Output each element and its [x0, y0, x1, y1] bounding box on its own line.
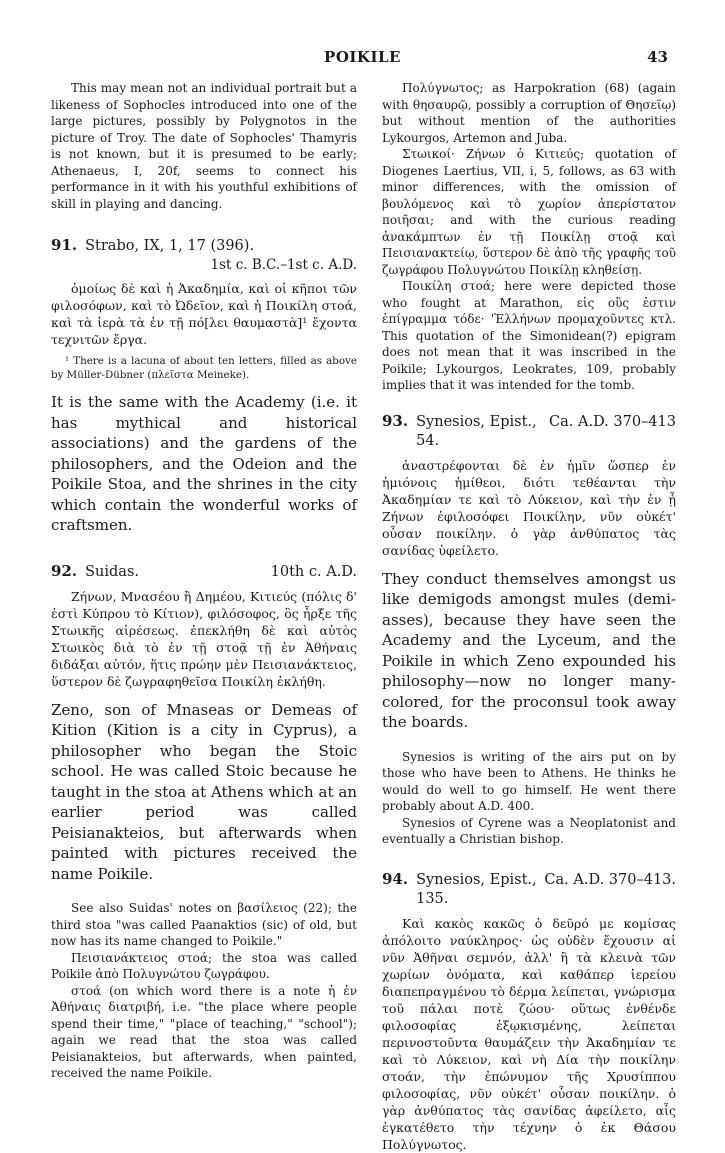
translation: Zeno, son of Mnaseas or Demeas of Kition (Kition is a city in Cyprus), a philosopher who began the Stoic school. He was called Stoic because he taught in the stoa at Athens which at an earlier period was called Peisianakteios, but afterwards when painted with pictures received the name Poikile. [51, 700, 357, 883]
commentary-note: Πεισιανάκτειος στοά; the stoa was called Poikile ἀπὸ Πολυγνώτου ζωγράφου. [51, 950, 357, 981]
translation: It is the same with the Academy (i.e. it has mythical and historical associations) and the gardens of the philosophers, and the Odeion and the Poikile Stoa, and the shrines in the city which contain the wonderful works of craftsmen. [51, 393, 357, 534]
entry-93 [382, 412, 676, 848]
greek-text: Καὶ κακὸς κακῶς ὁ δεῦρό με κομίσας ἀπόλοιτο ναύκληρος· ὡς οὐδὲν ἔχουσιν αἱ νῦν Ἀθῆναι σεμνόν, ἀλλ' ἢ τὰ κλεινὰ τῶν χωρίων ὀνόματα, καὶ καθάπερ ἱερείου διαπεπραγμένου τὸ δέρμα λείπεται, γνώρισμα τοῦ πάλαι ποτὲ ζώου· οὕτως ἐνθένδε φιλοσοφίας ἐξῳκισμένης, λείπεται περινοστοῦντα θαυμάζειν τὴν Ἀκαδημίαν τε καὶ τὸ Λύκειον, καὶ νὴ Δία τὴν ποικίλην στοάν, τὴν ἐπώνυμον τῆς Χρυσίππου φιλοσοφίας, νῦν οὐκέτ' οὖσαν ποικίλην. ὁ γὰρ ἀνθύπατος τὰς σανίδας ἀφείλετο, αἷς ἐγκατέθετο τὴν τέχνην ὁ ἐκ Θάσου Πολύγνωτος. [382, 915, 676, 1152]
entry-number: 92. [51, 561, 78, 580]
commentary-note: Synesios of Cyrene was a Neoplatonist and eventually a Christian bishop. [382, 815, 676, 846]
entry-date: 1st c. B.C.–1st c. A.D. [210, 257, 357, 273]
entry-heading [382, 870, 676, 909]
entry-91 [51, 236, 357, 536]
greek-text: Ζήνων, Μνασέου ἢ Δημέου, Κιτιεύς (πόλις δ' ἐστὶ Κύπρου τὸ Κίτιον), φιλόσοφος, ὃς ἦρξε τῆς Στωικῆς αἱρέσεως. ἐπεκλήθη δὲ καὶ αὐτὸς Στωικὸς διὰ τὸ ἐν τῇ στοᾷ τῇ ἐν Ἀθήναις διδάξαι αὐτόν, ἥτις πρώην μὲν Πεισιανάκτειος, ὕστερον δὲ ζωγραφηθεῖσα Ποικίλη ἐκλήθη. [51, 588, 357, 689]
page-header [0, 48, 725, 68]
greek-text: ἀναστρέφονται δὲ ἐν ἡμῖν ὥσπερ ἐν ἡμιόνοις ἡμίθεοι, διότι τεθέανται τὴν Ἀκαδημίαν τε καὶ τὸ Λύκειον, καὶ τὴν ἐν ᾗ Ζήνων ἐφιλοσόφει Ποικίλην, νῦν οὐκέτ' οὖσαν ποικίλην. ὁ γὰρ ἀνθύπατος τὰς σανίδας ὑφείλετο. [382, 457, 676, 558]
commentary-note: Στωικοί· Ζήνων ὁ Κιτιεύς; quotation of Diogenes Laertius, VII, i, 5, follows, as 63 with minor differences, with the omission of βουλόμενος καὶ τὸ χωρίον ἀπερίστατον ποιῆσαι; and with the curious reading ἀνακάμπτων ἐν τῇ Ποικίλῃ στοᾷ καὶ Πεισιανακτείῳ, ὕστερον δὲ ἀπὸ τῆς γραφῆς τοῦ ζωγράφου Πολυγνώτου Ποικίλῃ κληθείσῃ. [382, 147, 676, 277]
greek-text: ὁμοίως δὲ καὶ ἡ Ἀκαδημία, καὶ οἱ κῆποι τῶν φιλοσόφων, καὶ τὸ Ὠδεῖον, καὶ ἡ Ποικίλη στοά, καὶ τὰ ἱερὰ τὰ ἐν τῇ πό[λει θαυμαστὰ]¹ ἔχοντα τεχνιτῶν ἔργα. [51, 281, 357, 347]
commentary-note: Synesios is writing of the airs put on by those who have been to Athens. He thinks he would do well to go himself. He went there probably about A.D. 400. [382, 749, 676, 813]
entry-source: Synesios, Epist., 135. [416, 871, 537, 907]
entry-source: Suidas. [85, 563, 139, 580]
entry-date: Ca. A.D. 370–413 [549, 413, 676, 430]
entry-number: 94. [382, 869, 409, 888]
commentary-note: Πολύγνωτος; as Harpokration (68) (again with θησαυρῷ, possibly a corruption of Θησεῖῳ) but without mention of the authorities Lykourgos, Artemon and Juba. [382, 81, 676, 145]
entry-94 [382, 870, 676, 1153]
entry-heading [382, 412, 676, 451]
entry-date: Ca. A.D. 370–413. [544, 871, 676, 888]
left-column [51, 80, 357, 1082]
commentary-note: στοά (on which word there is a note ἡ ἐν Ἀθήναις διατριβή, i.e. "the place where people spend their time," "place of teaching," "school"); again we read that the stoa was called Peisianakteios, but afterwards, when painted, received the name Poikile. [51, 983, 357, 1080]
commentary-note: See also Suidas' notes on βασίλειος (22); the third stoa "was called Paanaktios (sic) of old, but now has its name changed to Poikile." [51, 901, 357, 948]
entry-source: Synesios, Epist., 54. [416, 413, 537, 449]
entry-date: 10th c. A.D. [270, 563, 357, 580]
entry-number: 93. [382, 411, 409, 430]
entry-source: Strabo, IX, 1, 17 (396). [85, 238, 255, 254]
entry-heading [51, 562, 357, 582]
entry-number: 91. [51, 236, 78, 254]
commentary-note: Ποικίλη στοά; here were depicted those who fought at Marathon, εἰς οὓς ἐστιν ἐπίγραμμα τόδε· 'Ἑλλήνων προμαχοῦντες κτλ. This quotation of the Simonidean(?) epigram does not mean that it was inscribed in the Poikile; Lykourgos, Leokrates, 109, probably implies that it was intended for the tomb. [382, 279, 676, 392]
entry-92 [51, 562, 357, 1082]
entry-heading [51, 236, 357, 256]
running-title: POIKILE [324, 48, 401, 66]
right-column [382, 80, 676, 1153]
footnote: ¹ There is a lacuna of about ten letters, filled as above by Müller-Dübner (πλεῖστα Meineke). [51, 355, 357, 381]
intro-note: This may mean not an individual portrait but a likeness of Sophocles introduced into one of the large pictures, possibly by Polygnotos in the picture of Troy. The date of Sophocles' Thamyris is not known, but it is presumed to be early; Athenaeus, I, 20f, seems to connect his performance in it with his youthful exhibitions of skill in playing and dancing. [51, 81, 357, 211]
page-number: 43 [647, 48, 668, 66]
translation: They conduct themselves amongst us like demigods amongst mules (demi-asses), because they have seen the Academy and the Lyceum, and the Poikile in which Zeno expounded his philosophy—now no longer many-colored, for the proconsul took away the boards. [382, 569, 676, 731]
